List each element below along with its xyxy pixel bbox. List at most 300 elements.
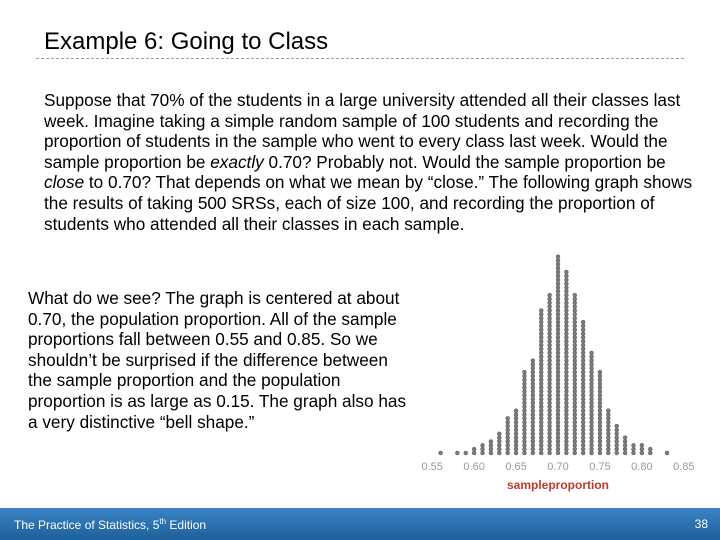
data-dot [539, 443, 543, 447]
data-dot [556, 439, 560, 443]
data-dot [514, 447, 518, 451]
data-dot [564, 362, 568, 366]
data-dot [548, 312, 552, 316]
page-number: 38 [694, 517, 708, 531]
data-dot [455, 451, 459, 455]
data-dot [648, 447, 652, 451]
data-dot [623, 436, 627, 440]
data-dot [615, 436, 619, 440]
data-dot [548, 389, 552, 393]
data-dot [581, 332, 585, 336]
data-dot [531, 397, 535, 401]
data-dot [548, 451, 552, 455]
data-dot [598, 447, 602, 451]
data-dot [573, 347, 577, 351]
data-dot [531, 362, 535, 366]
data-dot [531, 439, 535, 443]
data-dot [590, 374, 594, 378]
data-dot [548, 374, 552, 378]
data-dot [548, 324, 552, 328]
data-dot [548, 362, 552, 366]
data-dot [598, 386, 602, 390]
data-dot [531, 409, 535, 413]
data-dot [590, 451, 594, 455]
data-dot [548, 343, 552, 347]
data-dot [481, 443, 485, 447]
data-dot [564, 301, 568, 305]
data-dot [581, 416, 585, 420]
data-dot [556, 339, 560, 343]
x-tick-label: 0.70 [547, 461, 569, 473]
dotplot-svg [410, 238, 706, 502]
data-dot [556, 424, 560, 428]
data-dot [514, 409, 518, 413]
data-dot [581, 328, 585, 332]
data-dot [573, 351, 577, 355]
data-dot [531, 374, 535, 378]
data-dot [598, 393, 602, 397]
data-dot [556, 366, 560, 370]
data-dot [506, 420, 510, 424]
footer-book-sup: th [159, 517, 167, 526]
data-dot [573, 451, 577, 455]
data-dot [539, 339, 543, 343]
data-dot [564, 347, 568, 351]
data-dot [581, 339, 585, 343]
data-dot [598, 397, 602, 401]
data-dot [548, 328, 552, 332]
data-dot [581, 432, 585, 436]
intro-paragraph [44, 90, 694, 234]
data-dot [539, 424, 543, 428]
data-dot [598, 436, 602, 440]
data-dot [556, 266, 560, 270]
data-dot [573, 336, 577, 340]
data-dot [514, 451, 518, 455]
slide-title: Example 6: Going to Class [44, 28, 329, 55]
data-dot [556, 259, 560, 263]
data-dot [573, 374, 577, 378]
data-dot [564, 289, 568, 293]
data-dot [581, 424, 585, 428]
data-dot [556, 401, 560, 405]
data-dot [556, 293, 560, 297]
data-dot [556, 328, 560, 332]
data-dot [514, 424, 518, 428]
data-dot [598, 378, 602, 382]
data-dot [598, 416, 602, 420]
data-dot [556, 405, 560, 409]
data-dot [564, 278, 568, 282]
data-dot [556, 370, 560, 374]
data-dot [590, 370, 594, 374]
data-dot [606, 416, 610, 420]
data-dot [590, 401, 594, 405]
data-dot [539, 428, 543, 432]
data-dot [556, 289, 560, 293]
data-dot [556, 343, 560, 347]
data-dot [623, 447, 627, 451]
data-dot [531, 416, 535, 420]
data-dot [564, 359, 568, 363]
data-dot [556, 324, 560, 328]
data-dot [573, 393, 577, 397]
data-dot [548, 301, 552, 305]
data-dot [548, 420, 552, 424]
data-dot [556, 285, 560, 289]
data-dot [539, 409, 543, 413]
data-dot [556, 355, 560, 359]
data-dot [522, 370, 526, 374]
data-dot [564, 439, 568, 443]
data-dot [522, 378, 526, 382]
data-dot [531, 393, 535, 397]
data-dot [564, 416, 568, 420]
data-dot [539, 416, 543, 420]
data-dot [548, 382, 552, 386]
data-dot [556, 389, 560, 393]
intro-text-part-3: to 0.70? That depends on what we mean by “close.” The following graph shows the results of taking 500 SRSs, each of size 100, and recording the proportion of students who attended all their classes in each sample. [44, 172, 693, 234]
data-dot [548, 393, 552, 397]
data-dot [531, 424, 535, 428]
data-dot [556, 309, 560, 313]
data-dot [581, 378, 585, 382]
data-dot [581, 439, 585, 443]
data-dot [581, 362, 585, 366]
data-dot [564, 336, 568, 340]
data-dot [590, 355, 594, 359]
data-dot [522, 386, 526, 390]
data-dot [590, 447, 594, 451]
data-dot [539, 324, 543, 328]
data-dot [564, 366, 568, 370]
data-dot [564, 451, 568, 455]
data-dot [573, 293, 577, 297]
data-dot [581, 413, 585, 417]
data-dot [548, 428, 552, 432]
data-dot [564, 447, 568, 451]
footer-bar [0, 508, 720, 540]
data-dot [439, 451, 443, 455]
data-dot [623, 443, 627, 447]
intro-text-part-2: 0.70? Probably not. Would the sample proportion be [263, 151, 666, 172]
data-dot [573, 447, 577, 451]
data-dot [548, 355, 552, 359]
data-dot [598, 389, 602, 393]
data-dot [539, 432, 543, 436]
footer-book-prefix: The Practice of Statistics, 5 [14, 518, 160, 532]
intro-emphasis-close: close [44, 172, 85, 193]
data-dot [598, 370, 602, 374]
data-dot [556, 262, 560, 266]
data-dot [548, 401, 552, 405]
footer-book-suffix: Edition [166, 518, 207, 532]
data-dot [590, 359, 594, 363]
data-dot [590, 436, 594, 440]
data-dot [548, 443, 552, 447]
data-dot [548, 305, 552, 309]
data-dot [573, 309, 577, 313]
data-dot [539, 401, 543, 405]
data-dot [564, 401, 568, 405]
data-dot [556, 451, 560, 455]
data-dot [606, 447, 610, 451]
data-dot [539, 393, 543, 397]
data-dot [581, 336, 585, 340]
data-dot [573, 428, 577, 432]
data-dot [556, 282, 560, 286]
data-dot [564, 339, 568, 343]
data-dot [564, 285, 568, 289]
data-dot [531, 386, 535, 390]
data-dot [539, 378, 543, 382]
data-dot [522, 432, 526, 436]
data-dot [539, 351, 543, 355]
data-dot [556, 378, 560, 382]
data-dot [531, 447, 535, 451]
data-dot [531, 366, 535, 370]
data-dot [564, 374, 568, 378]
data-dot [539, 413, 543, 417]
data-dot [573, 439, 577, 443]
data-dot [581, 405, 585, 409]
data-dot [581, 382, 585, 386]
data-dot [606, 436, 610, 440]
data-dot [573, 424, 577, 428]
data-dot [556, 278, 560, 282]
data-dot [590, 428, 594, 432]
dotplot-chart [410, 238, 706, 502]
data-dot [581, 355, 585, 359]
data-dot [539, 366, 543, 370]
data-dot [539, 386, 543, 390]
data-dot [573, 324, 577, 328]
data-dot [598, 405, 602, 409]
data-dot [631, 451, 635, 455]
data-dot [489, 451, 493, 455]
data-dot [590, 443, 594, 447]
data-dot [564, 370, 568, 374]
data-dot [564, 332, 568, 336]
data-dot [556, 336, 560, 340]
data-dot [522, 401, 526, 405]
data-dot [506, 451, 510, 455]
data-dot [556, 432, 560, 436]
data-dot [564, 312, 568, 316]
data-dot [573, 355, 577, 359]
data-dot [573, 436, 577, 440]
data-dot [531, 382, 535, 386]
data-dot [531, 413, 535, 417]
data-dot [556, 316, 560, 320]
data-dot [531, 436, 535, 440]
data-dot [497, 447, 501, 451]
data-dot [522, 389, 526, 393]
data-dot [590, 362, 594, 366]
data-dot [564, 436, 568, 440]
data-dot [581, 324, 585, 328]
data-dot [581, 374, 585, 378]
data-dot [606, 420, 610, 424]
data-dot [581, 447, 585, 451]
data-dot [506, 424, 510, 428]
data-dot [548, 309, 552, 313]
data-dot [522, 416, 526, 420]
data-dot [539, 397, 543, 401]
data-dot [573, 401, 577, 405]
data-dot [556, 351, 560, 355]
data-dot [564, 443, 568, 447]
data-dot [581, 351, 585, 355]
footer-book-title [14, 517, 206, 532]
data-dot [506, 432, 510, 436]
data-dot [573, 389, 577, 393]
x-tick-label: 0.55 [421, 461, 443, 473]
data-dot [531, 443, 535, 447]
data-dot [581, 320, 585, 324]
x-tick-label: 0.85 [673, 461, 695, 473]
data-dot [606, 443, 610, 447]
data-dot [564, 293, 568, 297]
data-dot [581, 389, 585, 393]
data-dot [489, 447, 493, 451]
data-dot [590, 366, 594, 370]
x-tick-label: 0.65 [505, 461, 527, 473]
data-dot [573, 443, 577, 447]
data-dot [590, 409, 594, 413]
data-dot [539, 355, 543, 359]
data-dot [548, 339, 552, 343]
data-dot [514, 436, 518, 440]
data-dot [564, 382, 568, 386]
data-dot [573, 397, 577, 401]
data-dot [590, 351, 594, 355]
data-dot [573, 305, 577, 309]
data-dot [548, 405, 552, 409]
data-dot [606, 432, 610, 436]
data-dot [514, 428, 518, 432]
data-dot [548, 378, 552, 382]
data-dot [640, 443, 644, 447]
data-dot [564, 305, 568, 309]
data-dot [548, 336, 552, 340]
data-dot [539, 451, 543, 455]
data-dot [590, 413, 594, 417]
data-dot [581, 401, 585, 405]
data-dot [556, 362, 560, 366]
data-dot [506, 428, 510, 432]
data-dot [522, 405, 526, 409]
data-dot [573, 312, 577, 316]
data-dot [615, 447, 619, 451]
data-dot [573, 362, 577, 366]
data-dot [573, 343, 577, 347]
data-dot [556, 255, 560, 259]
data-dot [590, 397, 594, 401]
data-dot [615, 439, 619, 443]
data-dot [556, 320, 560, 324]
data-dot [548, 332, 552, 336]
data-dot [506, 436, 510, 440]
data-dot [615, 451, 619, 455]
data-dot [548, 386, 552, 390]
data-dot [522, 393, 526, 397]
data-dot [531, 359, 535, 363]
data-dot [598, 413, 602, 417]
data-dot [573, 359, 577, 363]
data-dot [548, 370, 552, 374]
data-dot [556, 274, 560, 278]
data-dot [539, 382, 543, 386]
data-dot [539, 347, 543, 351]
data-dot [506, 447, 510, 451]
data-dot [506, 439, 510, 443]
data-dot [564, 355, 568, 359]
data-dot [598, 420, 602, 424]
data-dot [648, 451, 652, 455]
data-dot [472, 451, 476, 455]
data-dot [522, 451, 526, 455]
data-dot [548, 293, 552, 297]
data-dot [564, 378, 568, 382]
data-dot [556, 312, 560, 316]
data-dot [539, 389, 543, 393]
data-dot [564, 409, 568, 413]
data-dot [590, 386, 594, 390]
x-axis-label: sampleproportion [506, 478, 610, 492]
data-dot [606, 409, 610, 413]
intro-text-part-1: Suppose that 70% of the students in a large university attended all their classes last week. Imagine taking a simple random sample of 100 students and recording the proportion of students in the sample who went to every class last week. Would the sample proportion be [44, 90, 681, 172]
data-dot [548, 347, 552, 351]
data-dot [522, 420, 526, 424]
data-dot [539, 336, 543, 340]
data-dot [564, 297, 568, 301]
data-dot [564, 405, 568, 409]
data-dot [556, 382, 560, 386]
data-dot [522, 409, 526, 413]
data-dot [598, 401, 602, 405]
data-dot [514, 416, 518, 420]
data-dot [472, 447, 476, 451]
data-dot [539, 332, 543, 336]
data-dot [564, 309, 568, 313]
data-dot [598, 382, 602, 386]
data-dot [548, 436, 552, 440]
data-dot [548, 439, 552, 443]
data-dot [514, 420, 518, 424]
data-dot [581, 343, 585, 347]
data-dot [581, 393, 585, 397]
data-dot [522, 436, 526, 440]
data-dot [573, 320, 577, 324]
data-dot [514, 413, 518, 417]
data-dot [573, 420, 577, 424]
data-dot [556, 436, 560, 440]
data-dot [598, 374, 602, 378]
data-dot [590, 393, 594, 397]
data-dot [564, 316, 568, 320]
data-dot [531, 451, 535, 455]
data-dot [590, 382, 594, 386]
data-dot [539, 343, 543, 347]
data-dot [564, 428, 568, 432]
data-dot [548, 351, 552, 355]
data-dot [556, 374, 560, 378]
data-dot [489, 439, 493, 443]
data-dot [522, 428, 526, 432]
data-dot [556, 443, 560, 447]
data-dot [564, 270, 568, 274]
